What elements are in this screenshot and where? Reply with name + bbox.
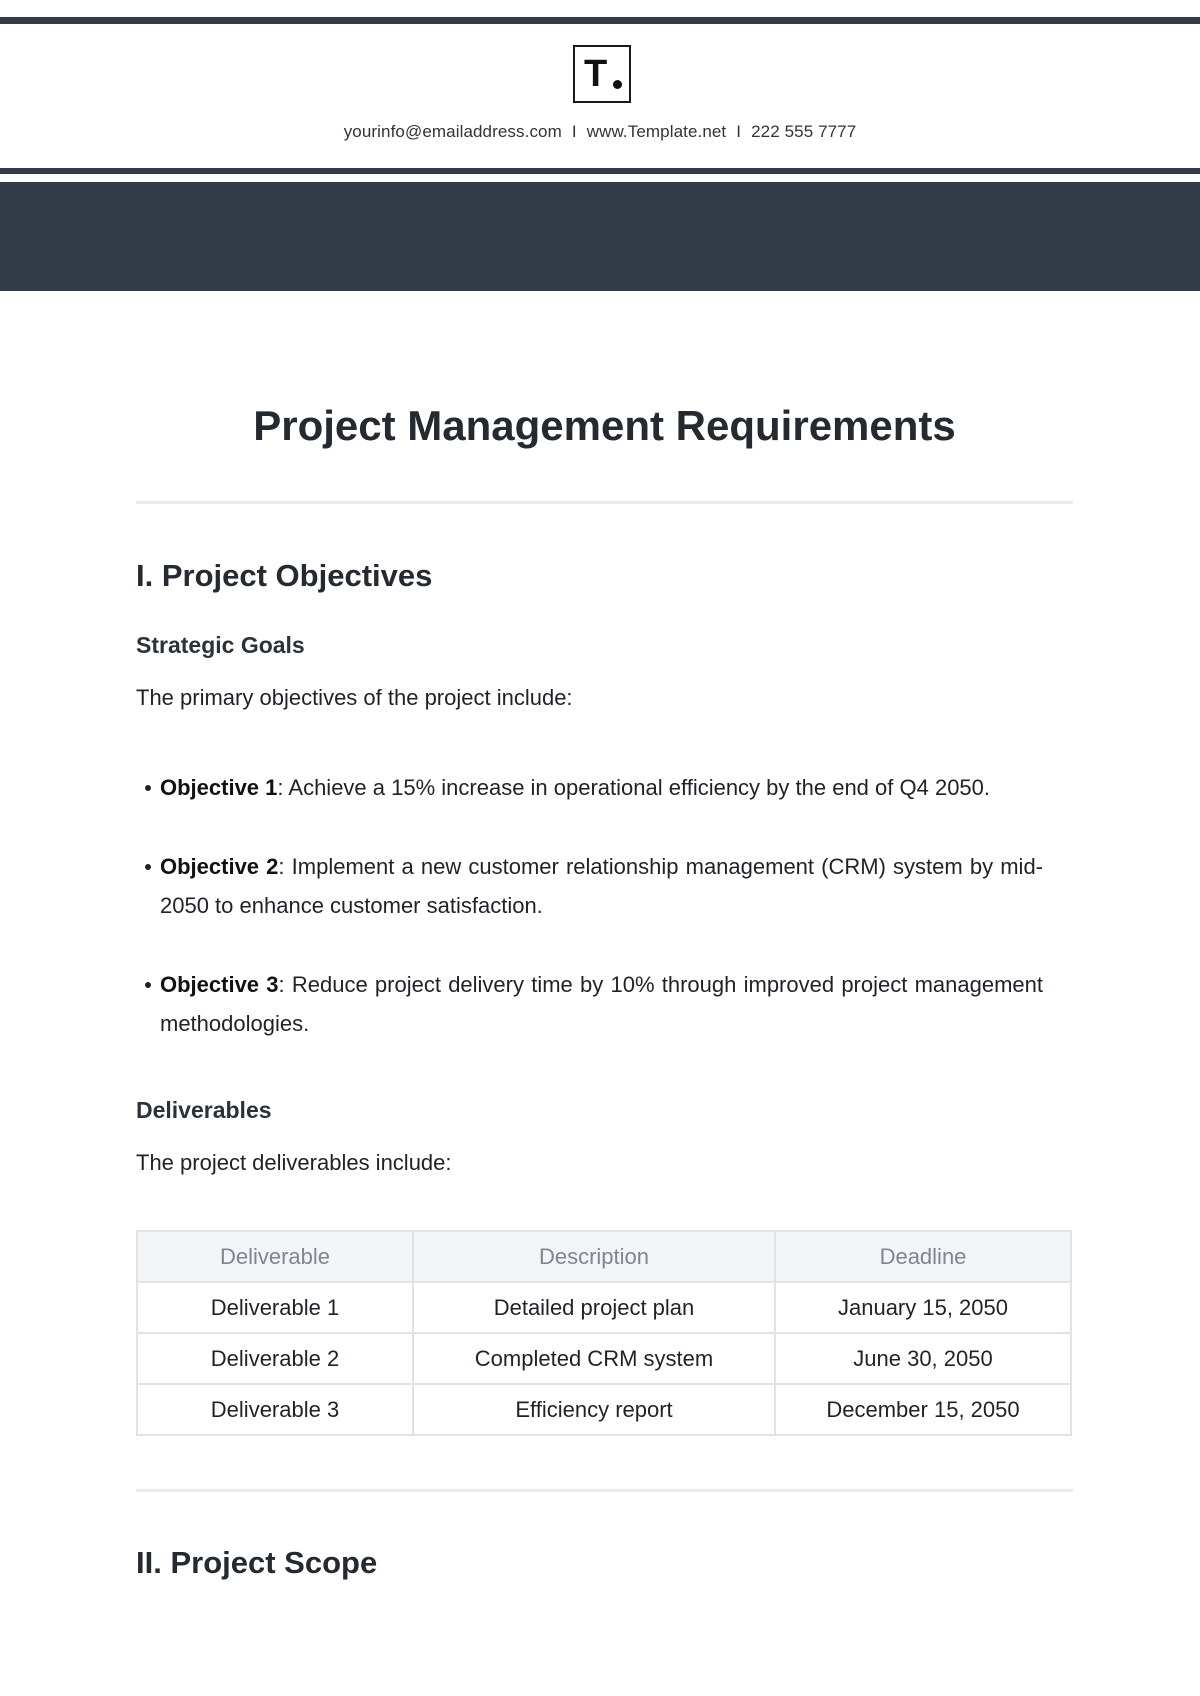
cell-deadline: December 15, 2050 [775, 1384, 1071, 1435]
list-item [136, 965, 1043, 1043]
subheading-strategic-goals: Strategic Goals [136, 632, 305, 658]
column-header-deliverable: Deliverable [137, 1231, 413, 1282]
header-top-rule [0, 17, 1200, 24]
contact-separator: I [571, 122, 577, 141]
section-divider [136, 1489, 1073, 1492]
logo-dot [613, 80, 622, 89]
contact-website[interactable]: www.Template.net [586, 122, 727, 141]
title-divider [136, 501, 1073, 504]
objectives-list [136, 768, 1043, 1083]
header-banner [0, 182, 1200, 291]
table-row [137, 1333, 1071, 1384]
strategic-goals-intro: The primary objectives of the project include: [136, 685, 573, 710]
table-row [137, 1282, 1071, 1333]
header-bottom-rule [0, 168, 1200, 174]
contact-line [0, 122, 1200, 142]
company-logo [573, 45, 631, 103]
cell-deliverable: Deliverable 2 [137, 1333, 413, 1384]
column-header-description: Description [413, 1231, 775, 1282]
objective-text: : Achieve a 15% increase in operational efficiency by the end of Q4 2050. [277, 775, 991, 800]
column-header-deadline: Deadline [775, 1231, 1071, 1282]
contact-separator: I [736, 122, 742, 141]
list-item [136, 768, 1043, 807]
cell-description: Completed CRM system [413, 1333, 775, 1384]
deliverables-table [136, 1230, 1072, 1436]
cell-description: Efficiency report [413, 1384, 775, 1435]
cell-deadline: January 15, 2050 [775, 1282, 1071, 1333]
page-title: Project Management Requirements [253, 402, 956, 449]
objective-text: : Reduce project delivery time by 10% through improved project management methodologies. [160, 972, 1043, 1036]
table-header-row [137, 1231, 1071, 1282]
objective-label: Objective 2 [160, 854, 279, 879]
table-row [137, 1384, 1071, 1435]
cell-deliverable: Deliverable 3 [137, 1384, 413, 1435]
section-heading-scope: II. Project Scope [136, 1545, 378, 1580]
objective-text: : Implement a new customer relationship management (CRM) system by mid-2050 to enhance customer satisfaction. [160, 854, 1044, 918]
objective-label: Objective 1 [160, 775, 278, 800]
subheading-deliverables: Deliverables [136, 1097, 272, 1123]
cell-description: Detailed project plan [413, 1282, 775, 1333]
section-heading-objectives: I. Project Objectives [136, 558, 433, 593]
list-item [136, 847, 1043, 925]
deliverables-intro: The project deliverables include: [136, 1150, 452, 1175]
objective-label: Objective 3 [160, 972, 279, 997]
cell-deliverable: Deliverable 1 [137, 1282, 413, 1333]
contact-email[interactable]: yourinfo@emailaddress.com [343, 122, 562, 141]
contact-phone: 222 555 7777 [751, 122, 857, 141]
logo-letter: T [584, 53, 608, 95]
cell-deadline: June 30, 2050 [775, 1333, 1071, 1384]
